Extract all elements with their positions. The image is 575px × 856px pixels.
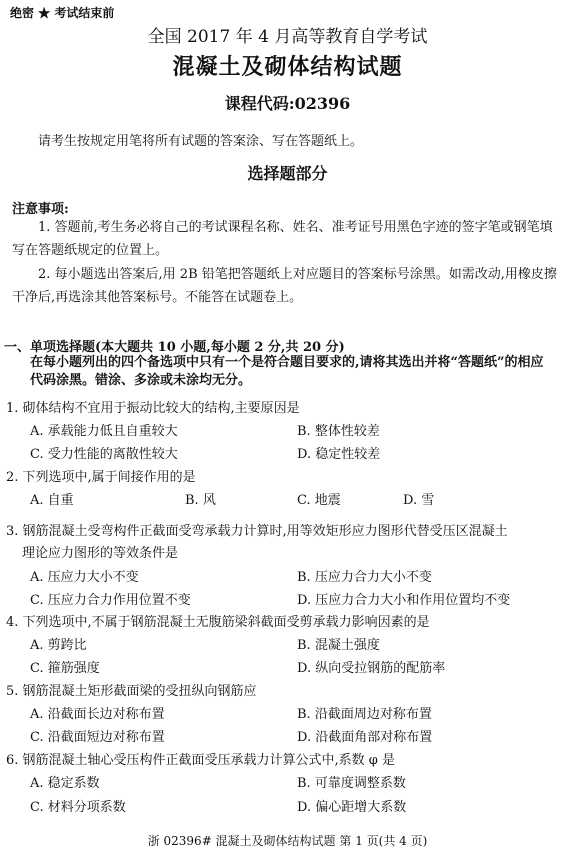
question-stem: 3. 钢筋混凝土受弯构件正截面受弯承载力计算时,用等效矩形应力图形代替受压区混凝土 xyxy=(6,524,508,539)
exam-session-line: 全国 2017 年 4 月高等教育自学考试 xyxy=(147,27,428,47)
confidential-mark: 绝密 ★ 考试结束前 xyxy=(10,6,115,20)
question-option: D. 雪 xyxy=(403,493,435,508)
question-option: C. 受力性能的离散性较大 xyxy=(30,447,178,462)
question-option: C. 材料分项系数 xyxy=(30,800,126,815)
question-option: B. 混凝土强度 xyxy=(297,638,380,653)
part-title: 选择题部分 xyxy=(247,164,328,183)
question-stem: 1. 砌体结构不宜用于振动比较大的结构,主要原因是 xyxy=(6,401,300,416)
question-stem: 4. 下列选项中,不属于钢筋混凝土无腹筋梁斜截面受剪承载力影响因素的是 xyxy=(6,615,430,630)
question-option: B. 风 xyxy=(185,493,216,508)
question-option: D. 稳定性较差 xyxy=(297,447,381,462)
question-option: C. 箍筋强度 xyxy=(30,661,100,676)
question-option: D. 纵向受拉钢筋的配筋率 xyxy=(297,661,446,676)
section-heading: 一、单项选择题(本大题共 10 小题,每小题 2 分,共 20 分) xyxy=(4,340,345,355)
question-option: A. 自重 xyxy=(30,493,74,508)
question-option: B. 压应力合力大小不变 xyxy=(297,570,432,585)
question-option: C. 地震 xyxy=(297,493,341,508)
question-stem: 6. 钢筋混凝土轴心受压构件正截面受压承载力计算公式中,系数 φ 是 xyxy=(6,753,396,768)
question-option: A. 压应力大小不变 xyxy=(30,570,139,585)
question-option: B. 沿截面周边对称布置 xyxy=(297,707,432,722)
section-description: 在每小题列出的四个备选项中只有一个是符合题目要求的,请将其选出并将“答题纸”的相应代码涂黑。错涂、多涂或未涂均无分。 xyxy=(30,355,544,388)
question-option: D. 沿截面角部对称布置 xyxy=(297,730,433,745)
question-option: D. 压应力合力大小和作用位置均不变 xyxy=(297,593,511,608)
page-title: 混凝土及砌体结构试题 xyxy=(172,54,403,80)
question-option: B. 可靠度调整系数 xyxy=(297,776,406,791)
course-code: 课程代码:02396 xyxy=(224,94,351,113)
note-item: 2. 每小题选出答案后,用 2B 铅笔把答题纸上对应题目的答案标号涂黑。如需改动,用橡皮擦干净后,再选涂其他答案标号。不能答在试题卷上。 xyxy=(12,267,557,305)
general-instruction: 请考生按规定用笔将所有试题的答案涂、写在答题纸上。 xyxy=(38,134,364,149)
question-stem: 5. 钢筋混凝土矩形截面梁的受扭纵向钢筋应 xyxy=(6,684,257,699)
question-option: A. 沿截面长边对称布置 xyxy=(30,707,165,722)
page-footer: 浙 02396# 混凝土及砌体结构试题 第 1 页(共 4 页) xyxy=(147,834,428,848)
note-item: 1. 答题前,考生务必将自己的考试课程名称、姓名、准考证号用黑色字迹的签字笔或钢笔填写在答题纸规定的位置上。 xyxy=(12,220,553,258)
question-option: B. 整体性较差 xyxy=(297,424,380,439)
question-option: C. 沿截面短边对称布置 xyxy=(30,730,165,745)
question-option: D. 偏心距增大系数 xyxy=(297,800,407,815)
question-option: C. 压应力合力作用位置不变 xyxy=(30,593,191,608)
question-option: A. 稳定系数 xyxy=(30,776,100,791)
question-stem-continued: 理论应力图形的等效条件是 xyxy=(22,546,179,561)
question-option: A. 剪跨比 xyxy=(30,638,87,653)
question-stem: 2. 下列选项中,属于间接作用的是 xyxy=(6,470,196,485)
notes-heading: 注意事项: xyxy=(12,202,69,217)
question-option: A. 承载能力低且自重较大 xyxy=(30,424,178,439)
